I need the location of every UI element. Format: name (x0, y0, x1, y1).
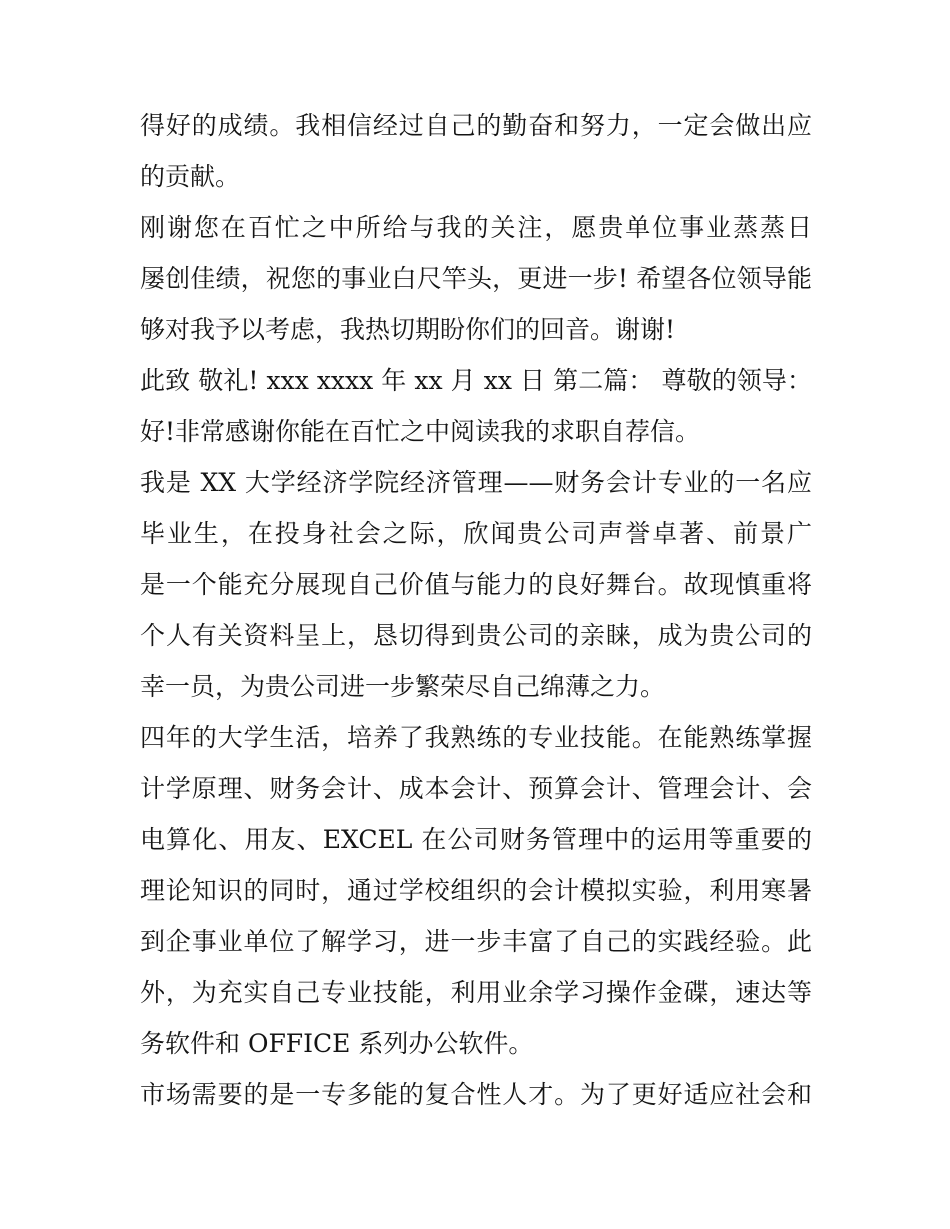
text-line: 外，为充实自己专业技能，利用业余学习操作金碟，速达等 (140, 978, 812, 1007)
text-line: 是一个能充分展现自己价值与能力的良好舞台。故现慎重将 (140, 570, 812, 599)
text-line: 务软件和 OFFICE 系列办公软件。 (140, 1029, 534, 1058)
text-line: 我是 XX 大学经济学院经济管理——财务会计专业的一名应 (140, 468, 812, 497)
text-line: 个人有关资料呈上，恳切得到贵公司的亲睐，成为贵公司的 (140, 621, 812, 650)
text-line: 得好的成绩。我相信经过自己的勤奋和努力，一定会做出应 (140, 111, 812, 140)
text-line: 市场需要的是一专多能的复合性人才。为了更好适应社会和 (140, 1080, 812, 1109)
document-body (140, 100, 812, 1120)
text-line: 毕业生，在投身社会之际，欣闻贵公司声誉卓著、前景广 (140, 519, 812, 548)
text-line: 理论知识的同时，通过学校组织的会计模拟实验，利用寒暑 (140, 876, 812, 905)
text-line: 好!非常感谢你能在百忙之中阅读我的求职自荐信。 (140, 417, 701, 446)
text-line: 计学原理、财务会计、成本会计、预算会计、管理会计、会 (140, 774, 812, 803)
text-line: 到企事业单位了解学习，进一步丰富了自己的实践经验。此 (140, 927, 812, 956)
text-line: 此致 敬礼! xxx xxxx 年 xx 月 xx 日 第二篇： 尊敬的领导： (140, 366, 812, 395)
text-line: 够对我予以考虑，我热切期盼你们的回音。谢谢! (140, 315, 676, 344)
text-line: 幸一员，为贵公司进一步繁荣尽自己绵薄之力。 (140, 672, 666, 701)
text-line: 刚谢您在百忙之中所给与我的关注，愿贵单位事业蒸蒸日 (140, 213, 812, 242)
text-line: 屡创佳绩，祝您的事业白尺竿头，更进一步! 希望各位领导能 (140, 264, 812, 293)
text-line: 的贡献。 (140, 162, 241, 191)
text-line: 四年的大学生活，培养了我熟练的专业技能。在能熟练掌握 (140, 723, 812, 752)
text-line: 电算化、用友、EXCEL 在公司财务管理中的运用等重要的 (140, 825, 812, 854)
